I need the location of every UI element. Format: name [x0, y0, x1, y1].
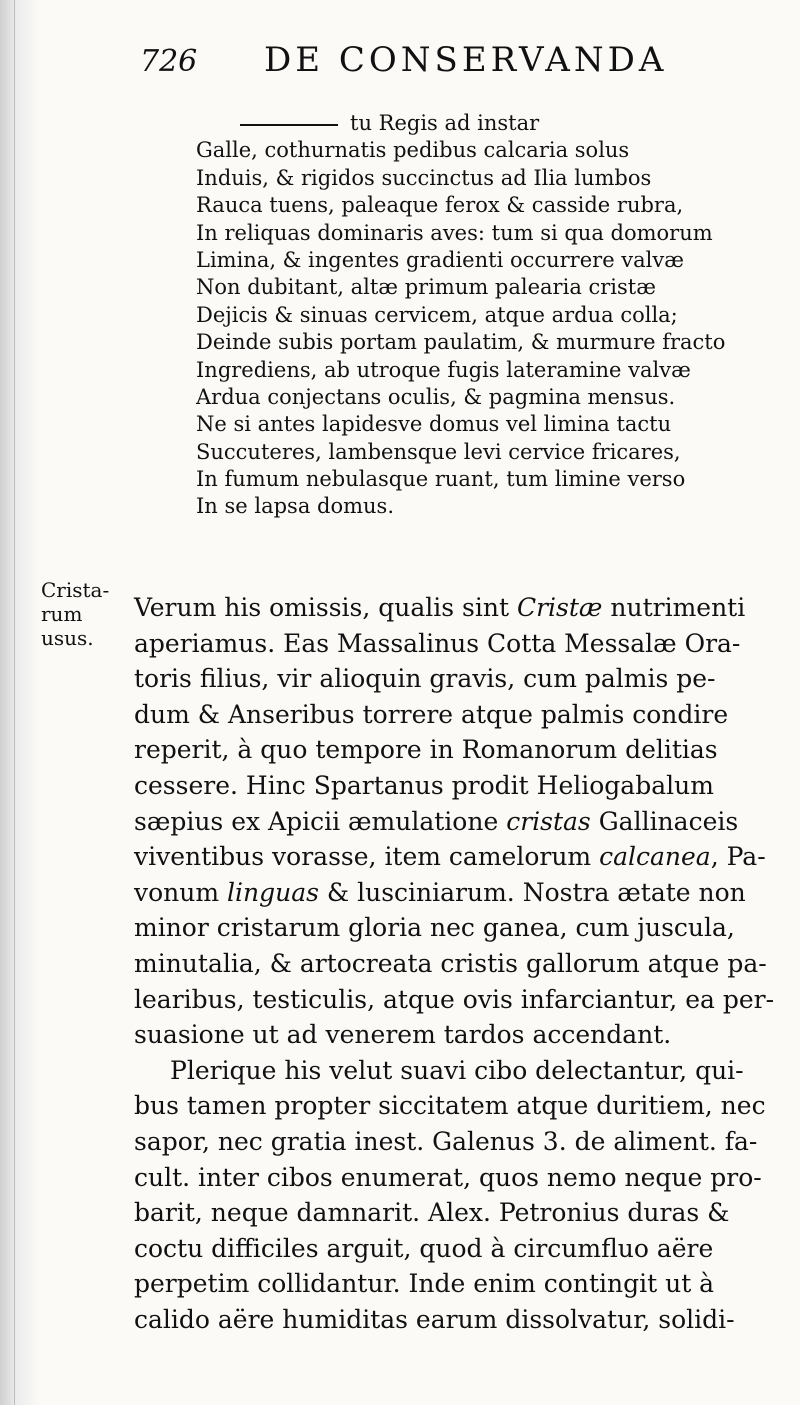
page-edge-line — [14, 0, 15, 1405]
body-line — [134, 875, 774, 911]
body-text-span: & lusciniarum. Nostra ætate non — [318, 877, 746, 907]
verse-line: Dejicis & sinuas cervicem, atque ardua colla; — [196, 302, 678, 327]
body-paragraphs — [134, 590, 774, 1337]
body-line: coctu difficiles arguit, quod à circumfluo aëre — [134, 1233, 714, 1263]
verse-line: In se lapsa domus. — [196, 494, 395, 519]
italic-word: cristas — [506, 806, 591, 836]
running-head — [140, 40, 680, 90]
body-line: bus tamen propter siccitatem atque duritiem, nec — [134, 1091, 766, 1121]
body-line: aperiamus. Eas Massalinus Cotta Messalæ Ora- — [134, 628, 741, 658]
verse-line-text: tu Regis ad instar — [350, 111, 540, 135]
verse-line: Induis, & rigidos succinctus ad Ilia lumbos — [196, 165, 652, 190]
page-number: 726 — [140, 44, 198, 79]
verse-line: Succuteres, lambensque levi cervice fricares, — [196, 439, 681, 464]
body-line: Plerique his velut suavi cibo delectantur, qui- — [170, 1055, 744, 1085]
verse-line: Galle, cothurnatis pedibus calcaria solus — [196, 138, 630, 163]
body-line: sapor, nec gratia inest. Galenus 3. de aliment. fa- — [134, 1126, 758, 1156]
body-line: suasione ut ad venerem tardos accendant. — [134, 1020, 672, 1050]
verse-line: In reliquas dominaris aves: tum si qua domorum — [196, 220, 713, 245]
verse-line: Ne si antes lapidesve domus vel limina tactu — [196, 412, 672, 437]
verse-line: In fumum nebulasque ruant, tum limine verso — [196, 467, 686, 492]
body-line: cessere. Hinc Spartanus prodit Heliogabalum — [134, 770, 714, 800]
verse-line: Non dubitant, altæ primum palearia cristæ — [196, 275, 656, 300]
verse-line: Limina, & ingentes gradienti occurrere valvæ — [196, 247, 684, 272]
body-text-span: sæpius ex Apicii æmulatione — [134, 806, 507, 836]
body-line — [134, 839, 774, 875]
verse-line — [196, 110, 776, 137]
body-line: calido aëre humiditas earum dissolvatur, solidi- — [134, 1304, 735, 1334]
verse-line: Ingrediens, ab utroque fugis lateramine valvæ — [196, 357, 691, 382]
margin-note — [41, 578, 110, 650]
italic-word: Cristæ — [516, 593, 603, 622]
body-text-span: Verum his omissis, qualis sint — [134, 593, 517, 622]
body-text-span: nutrimenti — [602, 593, 746, 622]
body-line: minutalia, & artocreata cristis gallorum atque pa- — [134, 948, 767, 978]
verse-line: Ardua conjectans oculis, & pagmina mensus. — [196, 384, 676, 409]
body-line: perpetim collidantur. Inde enim contingit ut à — [134, 1269, 715, 1299]
verse-line: Deinde subis portam paulatim, & murmure fracto — [196, 330, 726, 355]
running-title: DE CONSERVANDA — [264, 40, 668, 80]
body-text-span: viventibus vorasse, item camelorum — [134, 842, 600, 872]
body-line: reperit, à quo tempore in Romanorum delitias — [134, 735, 718, 765]
margin-note-line: usus. — [41, 626, 94, 650]
body-line: toris filius, vir alioquin gravis, cum palmis pe- — [134, 664, 716, 694]
margin-note-line: Crista- — [41, 578, 110, 602]
body-line — [134, 590, 774, 626]
body-line: minor cristarum gloria nec ganea, cum juscula, — [134, 913, 735, 943]
body-line: learibus, testiculis, atque ovis infarciantur, ea per- — [134, 984, 775, 1014]
italic-word: linguas — [227, 877, 319, 907]
italic-word: calcanea — [599, 842, 711, 872]
body-line: barit, neque damnarit. Alex. Petronius duras & — [134, 1198, 730, 1228]
body-line: dum & Anseribus torrere atque palmis condire — [134, 699, 729, 729]
dash-rule — [240, 124, 338, 126]
margin-note-line: rum — [41, 602, 83, 626]
verse-line: Rauca tuens, paleaque ferox & casside rubra, — [196, 193, 684, 218]
page-gutter-shadow — [0, 0, 40, 1405]
body-text-span: Gallinaceis — [590, 806, 739, 836]
body-text-span: , Pa- — [710, 842, 766, 872]
body-line — [134, 804, 774, 840]
verse-block — [196, 110, 776, 521]
body-text-span: vonum — [134, 877, 228, 907]
body-line: cult. inter cibos enumerat, quos nemo neque pro- — [134, 1162, 762, 1192]
